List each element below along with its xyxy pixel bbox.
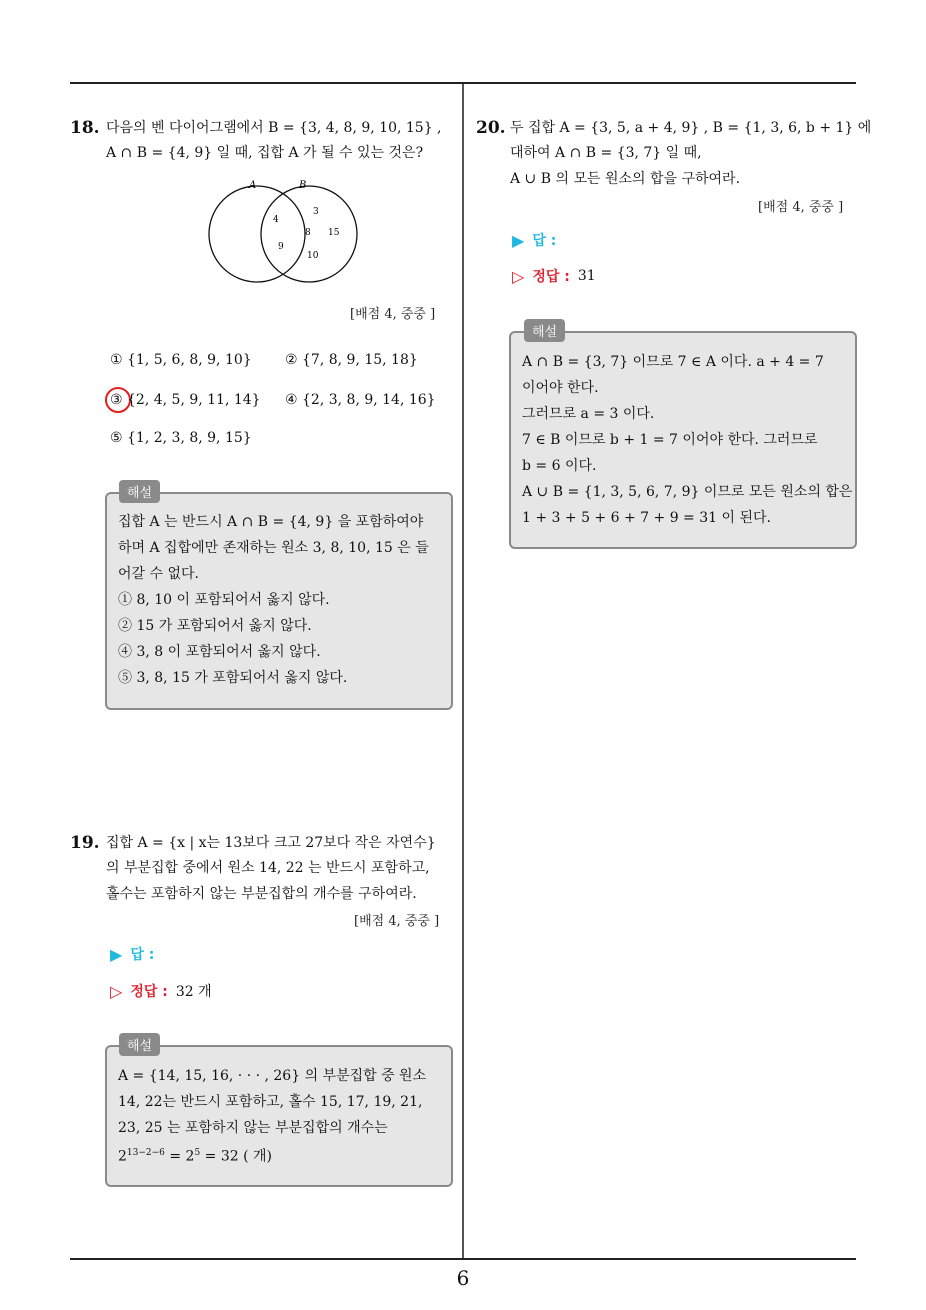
answer-label: 답 : — [130, 947, 155, 963]
solution-line: 집합 A 는 반드시 A ∩ B = {4, 9} 을 포함하여야 — [118, 514, 424, 530]
page-number: 6 — [456, 1266, 470, 1290]
solution-line: 14, 22는 반드시 포함하고, 홀수 15, 17, 19, 21, — [118, 1094, 423, 1110]
solution-tab: 해설 — [524, 319, 565, 342]
answer-label: 답 : — [532, 233, 557, 249]
venn-element: 9 — [278, 242, 284, 252]
question-text-line: 집합 A = {x | x는 13보다 크고 27보다 작은 자연수} — [106, 835, 436, 851]
question-text-line: 다음의 벤 다이어그램에서 B = {3, 4, 8, 9, 10, 15} , — [106, 120, 442, 136]
solution-line: A = {14, 15, 16, · · · , 26} 의 부분집합 중 원소 — [118, 1068, 427, 1084]
venn-label-a: A — [249, 180, 257, 191]
column-divider — [462, 84, 464, 1260]
choice-mark: ③ — [110, 392, 123, 408]
play-arrow-icon: ▶ — [110, 944, 123, 964]
choice-text: {2, 4, 5, 9, 11, 14} — [127, 392, 261, 408]
question-text-line: A ∩ B = {4, 9} 일 때, 집합 A 가 될 수 있는 것은? — [106, 145, 424, 161]
solution-line: 이어야 한다. — [522, 380, 599, 396]
choice-mark: ① — [110, 352, 123, 368]
solution-tab: 해설 — [119, 480, 160, 503]
answer-row — [110, 944, 154, 964]
score-meta: [배점 4, 중중 ] — [758, 200, 844, 215]
solution-line: b = 6 이다. — [522, 458, 597, 474]
correct-answer-label: 정답 : — [130, 984, 168, 1000]
question-number: 18. — [70, 118, 100, 138]
correct-answer-row — [110, 981, 212, 1001]
correct-answer-row — [512, 266, 596, 286]
score-meta: [배점 4, 중중 ] — [354, 914, 440, 929]
venn-element: 10 — [307, 251, 319, 261]
venn-element: 4 — [273, 215, 279, 225]
venn-label-b: B — [299, 180, 307, 191]
solution-line: ② 15 가 포함되어서 옳지 않다. — [118, 618, 312, 634]
solution-line: 어갈 수 없다. — [118, 566, 199, 582]
choice-text: {2, 3, 8, 9, 14, 16} — [302, 392, 436, 408]
score-meta: [배점 4, 중중 ] — [350, 307, 436, 322]
solution-line: ① 8, 10 이 포함되어서 옳지 않다. — [118, 592, 330, 608]
venn-circle-a — [209, 186, 305, 282]
question-text-line: 대하여 A ∩ B = {3, 7} 일 때, — [510, 145, 702, 161]
choice-5[interactable] — [110, 430, 252, 446]
correct-answer-label: 정답 : — [532, 269, 570, 285]
choice-mark: ⑤ — [110, 430, 123, 446]
choice-text: {7, 8, 9, 15, 18} — [302, 352, 418, 368]
play-arrow-icon: ▶ — [512, 230, 525, 250]
choice-3[interactable] — [110, 392, 261, 408]
question-text-line: 두 집합 A = {3, 5, a + 4, 9} , B = {1, 3, 6, b + 1} 에 — [510, 120, 872, 136]
outline-arrow-icon: ▷ — [110, 981, 123, 1001]
correct-answer-value: 32 개 — [175, 984, 212, 1000]
venn-element: 3 — [313, 207, 319, 217]
solution-line: 그러므로 a = 3 이다. — [522, 406, 655, 422]
choice-text: {1, 5, 6, 8, 9, 10} — [127, 352, 252, 368]
choice-1[interactable] — [110, 352, 252, 368]
correct-answer-value: 31 — [577, 268, 596, 284]
choice-2[interactable] — [285, 352, 418, 368]
choice-4[interactable] — [285, 392, 436, 408]
choice-mark: ④ — [285, 392, 298, 408]
bottom-rule — [70, 1258, 856, 1260]
choice-text: {1, 2, 3, 8, 9, 15} — [127, 430, 252, 446]
venn-element: 8 — [305, 228, 311, 238]
question-number: 19. — [70, 833, 100, 853]
solution-formula: $2^{13-2-6} = 2^5 = 32$ ( 개) — [118, 1148, 272, 1165]
question-text-line: A ∪ B 의 모든 원소의 합을 구하여라. — [510, 171, 741, 187]
venn-diagram — [205, 176, 365, 286]
question-text-line: 홀수는 포함하지 않는 부분집합의 개수를 구하여라. — [106, 886, 417, 902]
solution-line: 1 + 3 + 5 + 6 + 7 + 9 = 31 이 된다. — [522, 510, 771, 526]
answer-row — [512, 230, 556, 250]
solution-tab: 해설 — [119, 1033, 160, 1056]
choice-mark: ② — [285, 352, 298, 368]
solution-line: ④ 3, 8 이 포함되어서 옳지 않다. — [118, 644, 321, 660]
solution-line: 하며 A 집합에만 존재하는 원소 3, 8, 10, 15 은 들 — [118, 540, 429, 556]
venn-element: 15 — [328, 228, 340, 238]
solution-line: 23, 25 는 포함하지 않는 부분집합의 개수는 — [118, 1120, 388, 1136]
question-text-line: 의 부분집합 중에서 원소 14, 22 는 반드시 포함하고, — [106, 860, 430, 876]
solution-line: A ∩ B = {3, 7} 이므로 7 ∈ A 이다. a + 4 = 7 — [522, 354, 824, 370]
question-number: 20. — [476, 118, 506, 138]
solution-line: 7 ∈ B 이므로 b + 1 = 7 이어야 한다. 그러므로 — [522, 432, 818, 448]
solution-line: A ∪ B = {1, 3, 5, 6, 7, 9} 이므로 모든 원소의 합은 — [522, 484, 853, 500]
solution-line: ⑤ 3, 8, 15 가 포함되어서 옳지 않다. — [118, 670, 348, 686]
outline-arrow-icon: ▷ — [512, 266, 525, 286]
